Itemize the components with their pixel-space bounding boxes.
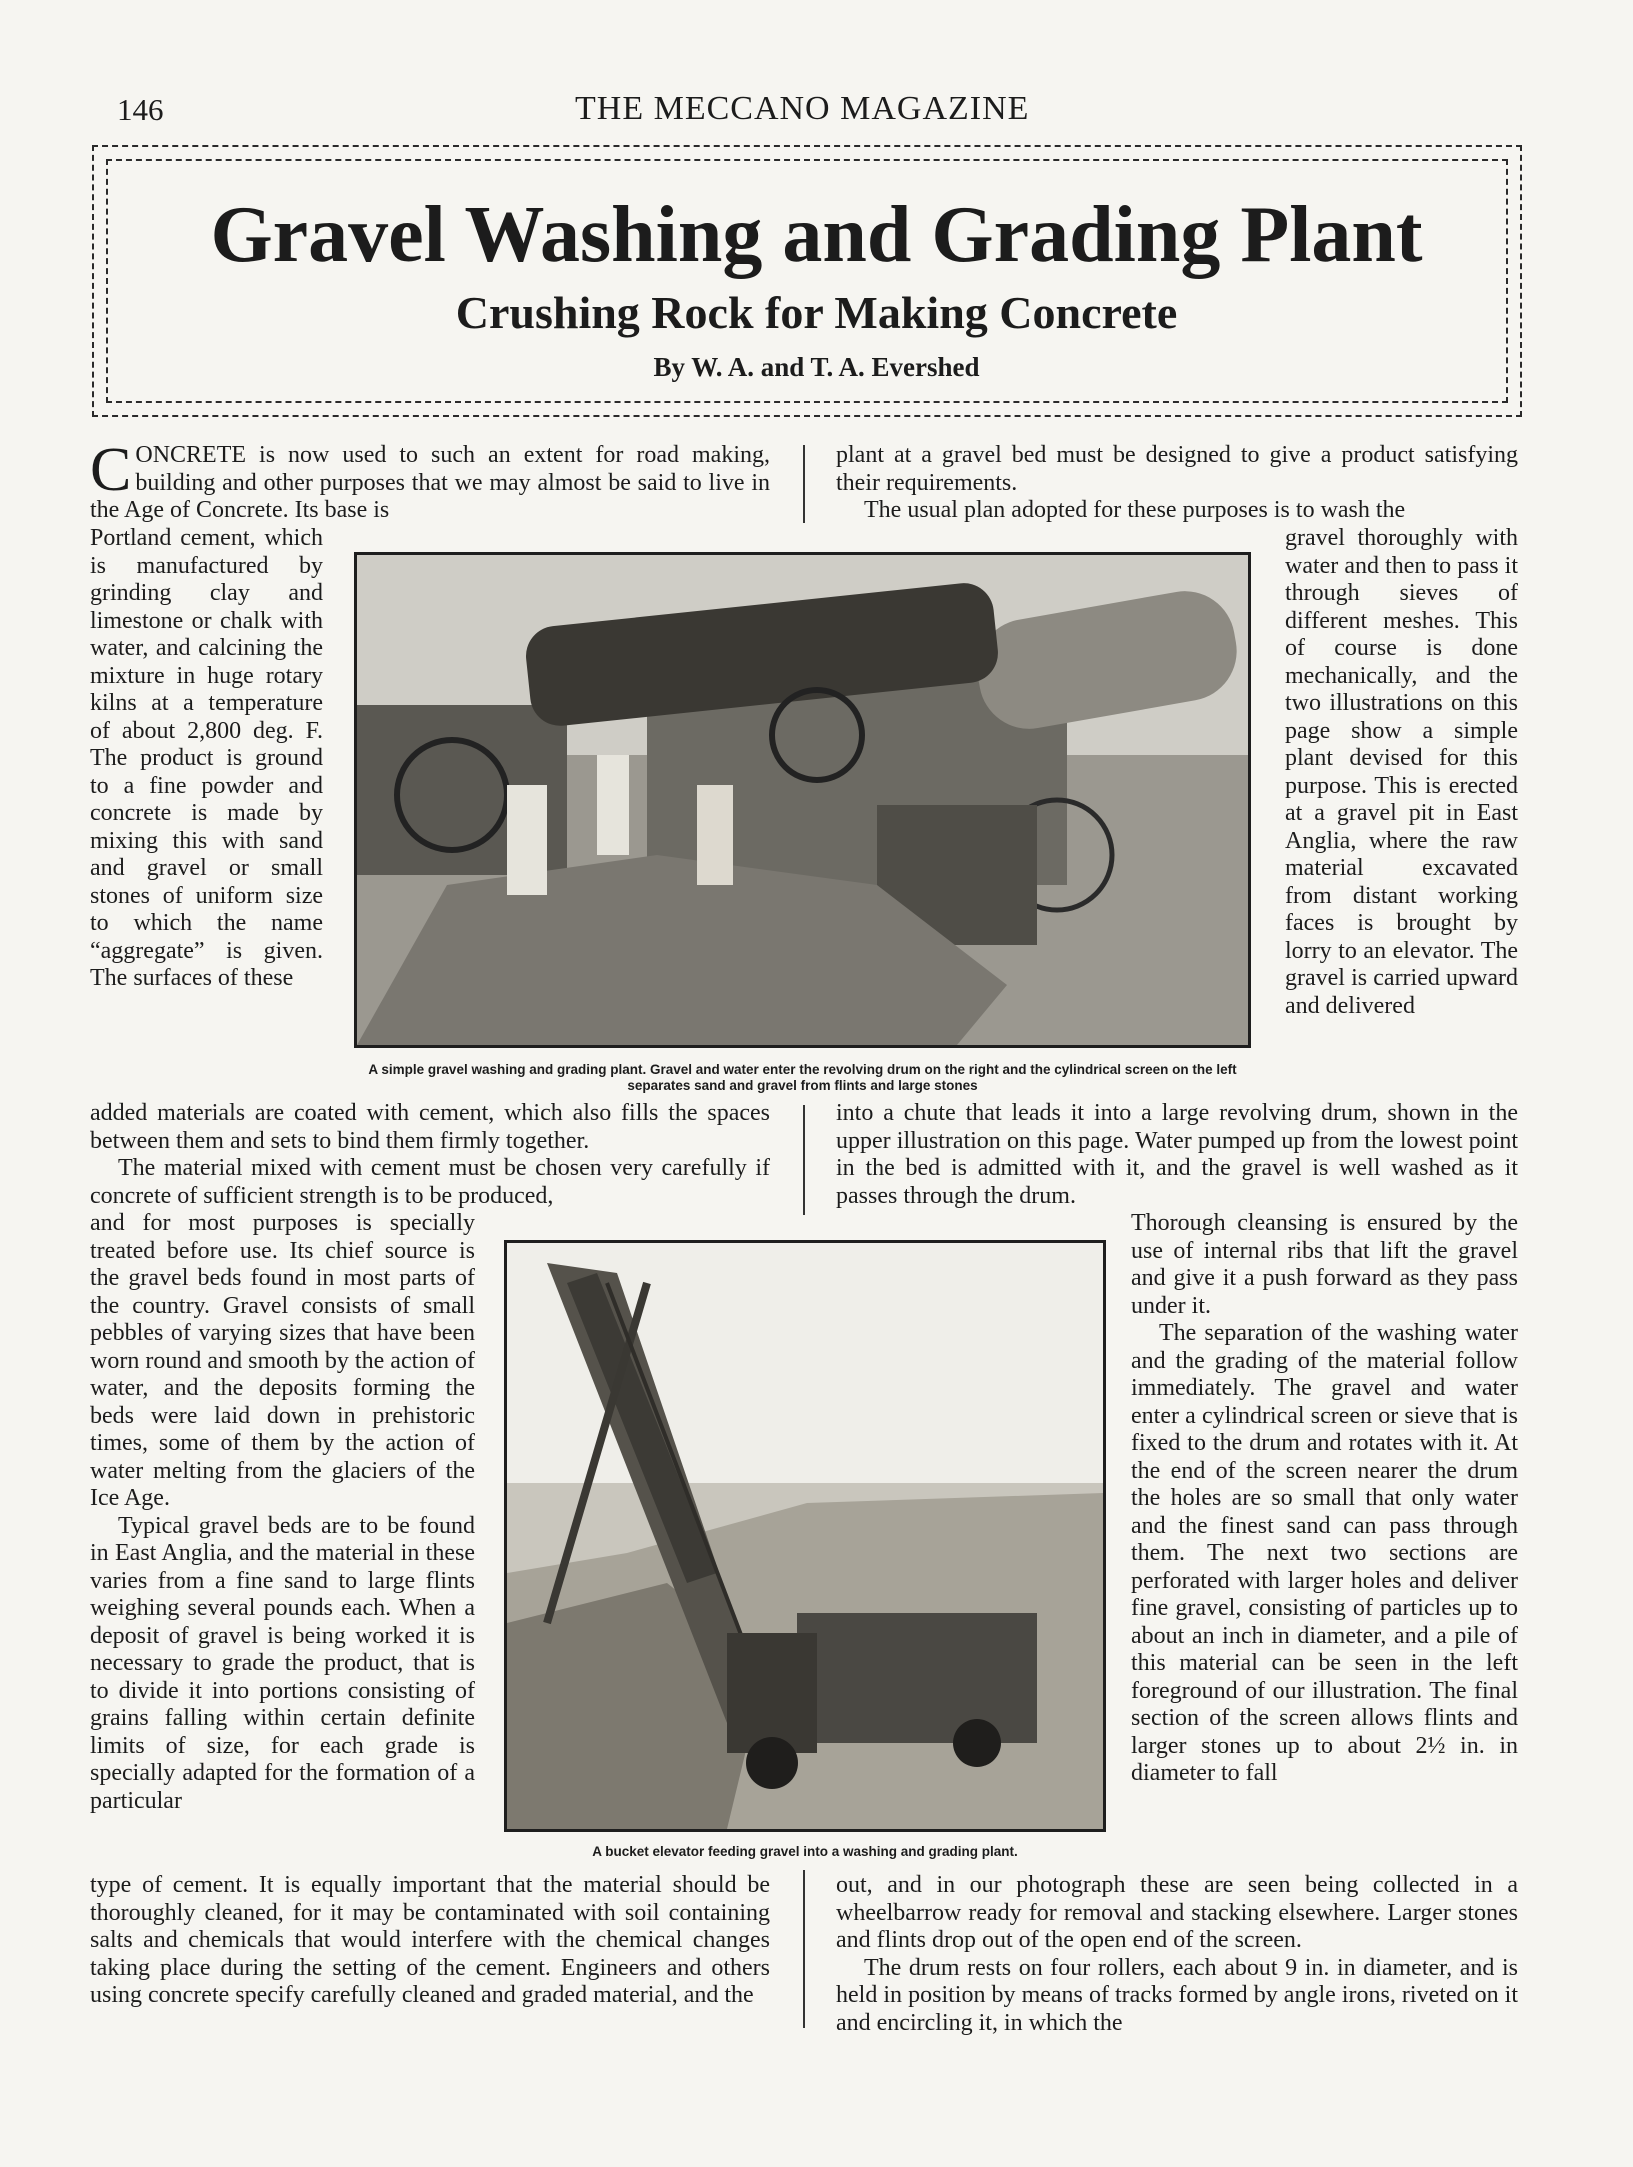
col2-mid: into a chute that leads it into a large revolving drum, shown in the upper illustration on this page. Water pumped up from the lowest point in the bed is admitted with it, and the gravel is well washed as it passes through the drum. [836, 1100, 1518, 1209]
column-rule [803, 1870, 805, 2028]
left-wrap-text-2: and for most purposes is specially treated before use. Its chief source is the gravel beds found in most parts of the country. Gravel consists of small pebbles of varying sizes that have been worn round and smooth by the action of water, and the deposits forming the beds were laid down in prehistoric times, some of them by the action of water melting from the glaciers of the Ice Age. Typical gravel beds are to be found in East Anglia, and the material in these varies from a fine sand to large flints weighing several pounds each. When a deposit of gravel is being worked it is necessary to grade the product, that is to divide it into portions consisting of grains falling within certain definite limits of size, for each grade is specially adapted for the formation of a particular [90, 1210, 475, 1814]
top-photo-caption: A simple gravel washing and grading plant. Gravel and water enter the revolving drum on the right and the cylindrical screen on the left separates sand and gravel from flints and large stones [368, 1062, 1237, 1093]
col1-mid: added materials are coated with cement, which also fills the spaces between them and sets to bind them firmly together. The material mixed with cement must be chosen very carefully if concrete of sufficient strength is to be produced, [90, 1100, 770, 1209]
top-photo-gravel-plant [354, 552, 1251, 1048]
left-wrap-text-1: Portland cement, which is manufactured by grinding clay and limestone or chalk with water, and calcining the mixture in huge rotary kilns at a temperature of about 2,800 deg. F. The product is ground to a fine powder and concrete is made by mixing this with sand and gravel or small stones of uniform size to which the name “aggregate” is given. The surfaces of these [90, 525, 323, 991]
bottom-photo-caption: A bucket elevator feeding gravel into a washing and grading plant. [592, 1844, 1018, 1859]
drop-cap: C [90, 436, 132, 504]
article-title: Gravel Washing and Grading Plant [210, 191, 1423, 279]
article-subtitle: Crushing Rock for Making Concrete [455, 287, 1178, 338]
right-wrap-text-1: gravel thoroughly with water and then to pass it through sieves of different meshes. This of course is done mechanically, and the two illustrations on this page show a simple plant devised for this purpose. This is erected at a gravel pit in East Anglia, where the raw material excavated from distant working faces is brought by lorry to an elevator. The gravel is carried upward and delivered [1285, 525, 1518, 1019]
col2-intro: plant at a gravel bed must be designed to give a product satisfying their requirements. The usual plan adopted for these purposes is to wash the [836, 442, 1518, 523]
bottom-photo-bucket-elevator [504, 1240, 1106, 1832]
column-rule [803, 445, 805, 523]
page-number: 146 [117, 92, 164, 127]
right-wrap-text-2: Thorough cleansing is ensured by the use of internal ribs that lift the gravel and give it a push forward as they pass under it. The separation of the washing water and the grading of the material follow immediately. The gravel and water enter a cylindrical screen or sieve that is fixed to the drum and rotates with it. At the end of the screen nearer the drum the holes are so small that only water and the finest sand can pass through them. The next two sections are perforated with larger holes and deliver fine gravel, consisting of particles up to about an inch in diameter, and a pile of this material can be seen in the left foreground of our illustration. The final section of the screen allows flints and larger stones up to about 2½ in. in diameter to fall [1131, 1210, 1518, 1786]
column-rule [803, 1105, 805, 1215]
col1-bottom: type of cement. It is equally important that the material should be thoroughly cleaned, for it may be contaminated with soil containing salts and chemicals that would interfere with the chemical changes taking place during the setting of the cement. Engineers and others using concrete specify carefully cleaned and graded material, and the [90, 1872, 770, 2008]
col2-bottom: out, and in our photograph these are seen being collected in a wheelbarrow ready for removal and stacking elsewhere. Larger stones and flints drop out of the open end of the screen. The drum rests on four rollers, each about 9 in. in diameter, and is held in position by means of tracks formed by angle irons, riveted on it and encircling it, in which the [836, 1872, 1518, 2036]
article-byline: By W. A. and T. A. Evershed [653, 352, 980, 382]
col1-intro: CONCRETE is now used to such an extent for road making, building and other purposes that we may almost be said to live in the Age of Concrete. Its base is [90, 436, 770, 523]
magazine-title: THE MECCANO MAGAZINE [575, 90, 1030, 127]
